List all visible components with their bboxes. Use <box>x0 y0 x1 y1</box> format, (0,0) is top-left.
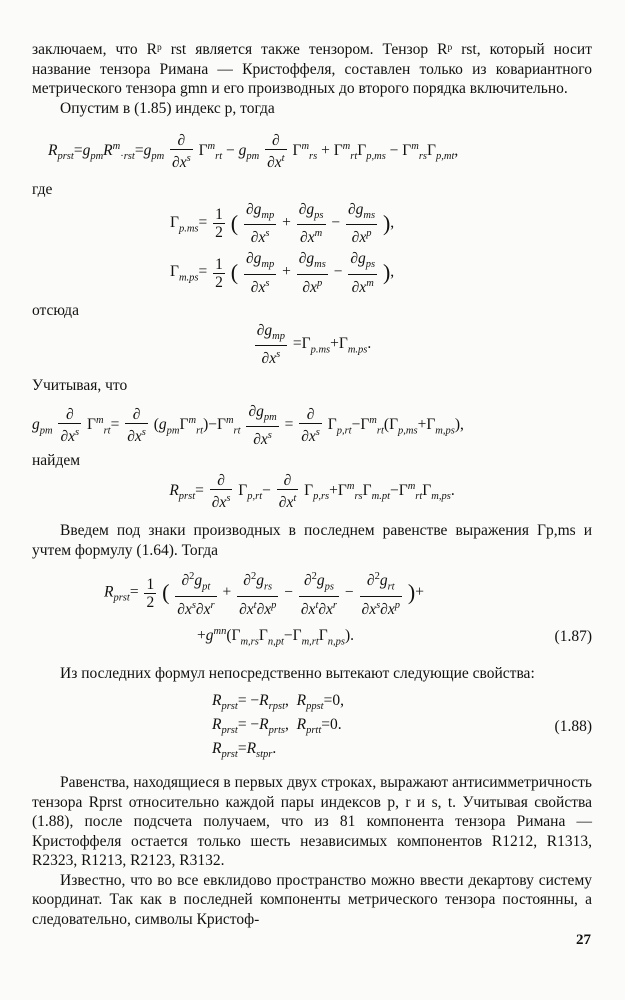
label-uchityvaya: Учитывая, что <box>32 376 128 394</box>
paragraph-5: Равенства, находящиеся в первых двух строках, выражают антисимметричность тензора Rprst относительно каждой пары индексов p, r и s, t. Учитывая свойства (1.88), после подсчета получаем, что из 81 компонента тензора Римана — Кристоффеля остается только шесть независимых компонентов R1212, R1313, R2323, R1213, R2123, R3132. <box>32 774 592 870</box>
equation-product-rule: $g_{pm}$ $\frac{\partial}{\partial x^s}$ $\Gamma^m_{rt}=$ $\frac{\partial}{\partial x^s}$ $(g_{pm}\Gamma^m_{rt})-\Gamma^m_{rt}$ $\frac{\partial g_{pm}}{\partial x^s}$ = $\frac{\partial}{\partial x^s}$ $\Gamma_{p,rt}-\Gamma^m_{rt}(\Gamma_{p,ms}+\Gamma_{m,ps})$, <box>32 402 464 449</box>
page-number: 27 <box>576 932 591 948</box>
equation-rprst-result: $R_{prst}=$ $\frac{\partial}{\partial x^s}$ $\Gamma_{p,rt}-$ $\frac{\partial}{\partial x^t}$ $\Gamma_{p,rs}+\Gamma^m_{rs}\Gamma_{m.pt}-\Gamma^m_{rt}\Gamma_{m,ps}$. <box>169 472 455 512</box>
equation-rprst-expansion: $R_{prst}=g_{pm}R^m_{\cdot rst}=g_{pm}$ $\frac{\partial}{\partial x^s}$ $\Gamma^m_{rt} - g_{pm}$ $\frac{\partial}{\partial x^t}$ $\Gamma^m_{rs} + \Gamma^m_{rt}\Gamma_{p,ms} - \Gamma^m_{rs}\Gamma_{p,mt}$, <box>48 132 459 172</box>
paragraph-1: заключаем, что Rᵖ rst является также тензором. Тензор Rᵖ rst, который носит название тензора Римана — Кристоффеля, составлен только из ковариантного метрического тензора gmn и его производных до второго порядка включительно. <box>32 41 592 97</box>
paragraph-6: Известно, что во все евклидово пространство можно ввести декартову систему координат. Так как в последней компоненты метрического тензора постоянны, а следовательно, символы Кристоф- <box>32 871 592 928</box>
paragraph-3: Введем под знаки производных в последнем равенстве выражения Γp,ms и учтем формулу (1.64). Тогда <box>32 522 592 559</box>
label-otsyuda: отсюда <box>32 301 79 319</box>
equation-gamma-mps: $\Gamma_{m.ps}=$ $\frac{1}{2}$ ( $\frac{\partial g_{mp}}{\partial x^s}$ + $\frac{\partial g_{ms}}{\partial x^p}$ − $\frac{\partial g_{ps}}{\partial x^m}$ ), <box>170 250 395 296</box>
equation-1-87-line2: $+g^{mn}(\Gamma_{m,rs}\Gamma_{n,pt}-\Gamma_{m,rt}\Gamma_{n,ps})$. (1.87) <box>197 625 592 647</box>
label-gde: где <box>32 181 53 199</box>
page-content <box>32 40 592 929</box>
equation-gamma-pms: $\Gamma_{p.ms}=$ $\frac{1}{2}$ ( $\frac{\partial g_{mp}}{\partial x^s}$ + $\frac{\partial g_{ps}}{\partial x^m}$ − $\frac{\partial g_{ms}}{\partial x^p}$ ), <box>170 201 395 247</box>
equation-1-88: $R_{prst}= -R_{rpst}$, $R_{ppst}=0$, $R_{prst}= -R_{prts}$, $R_{prtt}=0$. $R_{prst}=R_{stpr}$. (1.88) <box>212 692 592 761</box>
equation-1-87-line1: $R_{prst}=$ $\frac{1}{2}$ ( $\frac{\partial^2g_{pt}}{\partial x^s\partial x^r}$ + $\frac{\partial^2g_{rs}}{\partial x^t\partial x^p}$ − $\frac{\partial^2g_{ps}}{\partial x^t\partial x^r}$ − $\frac{\partial^2g_{rt}}{\partial x^s\partial x^p}$ )+ <box>104 568 592 617</box>
equation-number-1-87: (1.87) <box>554 627 592 645</box>
paragraph-2: Опустим в (1.85) индекс p, тогда <box>60 99 275 117</box>
equation-dgmp: $\frac{\partial g_{mp}}{\partial x^s}$ $=\Gamma_{p.ms}+\Gamma_{m.ps}$. <box>256 321 372 367</box>
paragraph-4: Из последних формул непосредственно вытекают следующие свойства: <box>60 664 535 682</box>
label-naydem: найдем <box>32 452 81 470</box>
equation-number-1-88: (1.88) <box>554 718 592 736</box>
